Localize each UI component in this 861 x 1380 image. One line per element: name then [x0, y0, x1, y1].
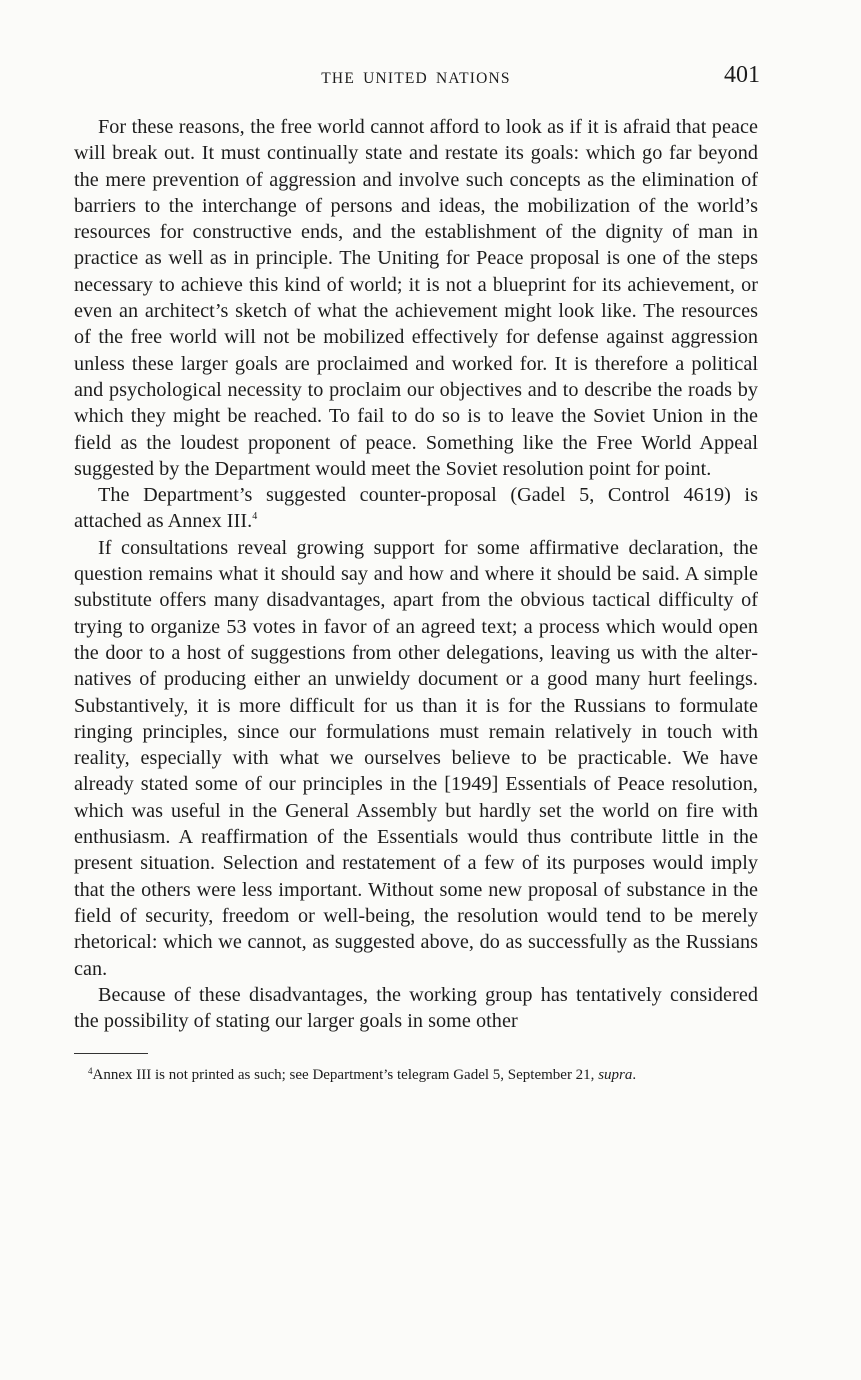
paragraph-3-text: If consultations reveal growing support for some affirmative declaration, the question remains what it should say and how and where it should be said. A simple substitute offers many disadvantages, apart from the obvious tactical difficulty of trying to organize 53 votes in favor of an agreed text; a process which would open the door to a host of suggestions from other delegations, leaving us with the alternatives of producing either an unwieldy document or a good many hurt feelings. Substantively, it is more difficult for us than it is for the Russians to formulate ringing principles, since our formulations must remain relatively in touch with reality, especially with what we ourselves believe to be practicable. We have already stated some of our principles in the [1949] Essentials of Peace resolution, which was useful in the General Assembly but hardly set the world on fire with enthusiasm. A reaffirmation of the Essentials would thus contribute little in the present situation. Selection and restatement of a few of its purposes would imply that the others were less important. Without some new proposal of substance in the field of security, freedom or well-being, the resolution would tend to be merely rhetorical: which we cannot, as suggested above, do as successfully as the Russians can. [74, 536, 758, 980]
running-header [74, 60, 758, 94]
running-title: THE UNITED NATIONS [321, 70, 511, 87]
paragraph-4 [74, 982, 758, 1035]
paragraph-2 [74, 482, 758, 535]
footnote-emphasis: supra [598, 1067, 633, 1084]
paragraph-3 [74, 535, 758, 982]
footnote-reference[interactable]: 4 [252, 511, 258, 523]
paragraph-1-text: For these reasons, the free world cannot afford to look as if it is afraid that peace will break out. It must continually state and restate its goals: which go far beyond the mere prevention of aggression and involve such concepts as the elimination of barriers to the interchange of persons and ideas, the mobilization of the world’s resources for constructive ends, and the establishment of the dignity of man in practice as well as in principle. The Uniting for Peace proposal is one of the steps necessary to achieve this kind of world; it is not a blueprint for its achievement, or even an architect’s sketch of what the achievement might look like. The resources of the free world will not be mobilized effectively for defense against aggression unless these larger goals are proclaimed and worked for. It is therefore a political and psychological necessity to proclaim our objectives and to describe the roads by which they might be reached. To fail to do so is to leave the Soviet Union in the field as the loudest proponent of peace. Something like the Free World Appeal suggested by the Department would meet the Soviet resolution point for point. [74, 116, 758, 480]
paragraph-2-text: The Department’s suggested counter-proposal (Gadel 5, Control 4619) is attached as Annex III. [74, 484, 758, 533]
body-text [74, 114, 758, 1034]
footnote-text: Annex III is not printed as such; see Department’s telegram Gadel 5, September 21, [92, 1067, 599, 1084]
footnote-marker: 4 [88, 1066, 93, 1077]
page-number: 401 [724, 62, 760, 88]
paragraph-1 [74, 114, 758, 482]
document-page [74, 60, 758, 1085]
footnote-divider [74, 1053, 148, 1054]
footnote-tail: . [632, 1067, 637, 1084]
footnote [74, 1066, 758, 1085]
paragraph-4-text: Because of these disadvantages, the working group has tentatively considered the possibility of stating our larger goals in some other [74, 983, 758, 1033]
